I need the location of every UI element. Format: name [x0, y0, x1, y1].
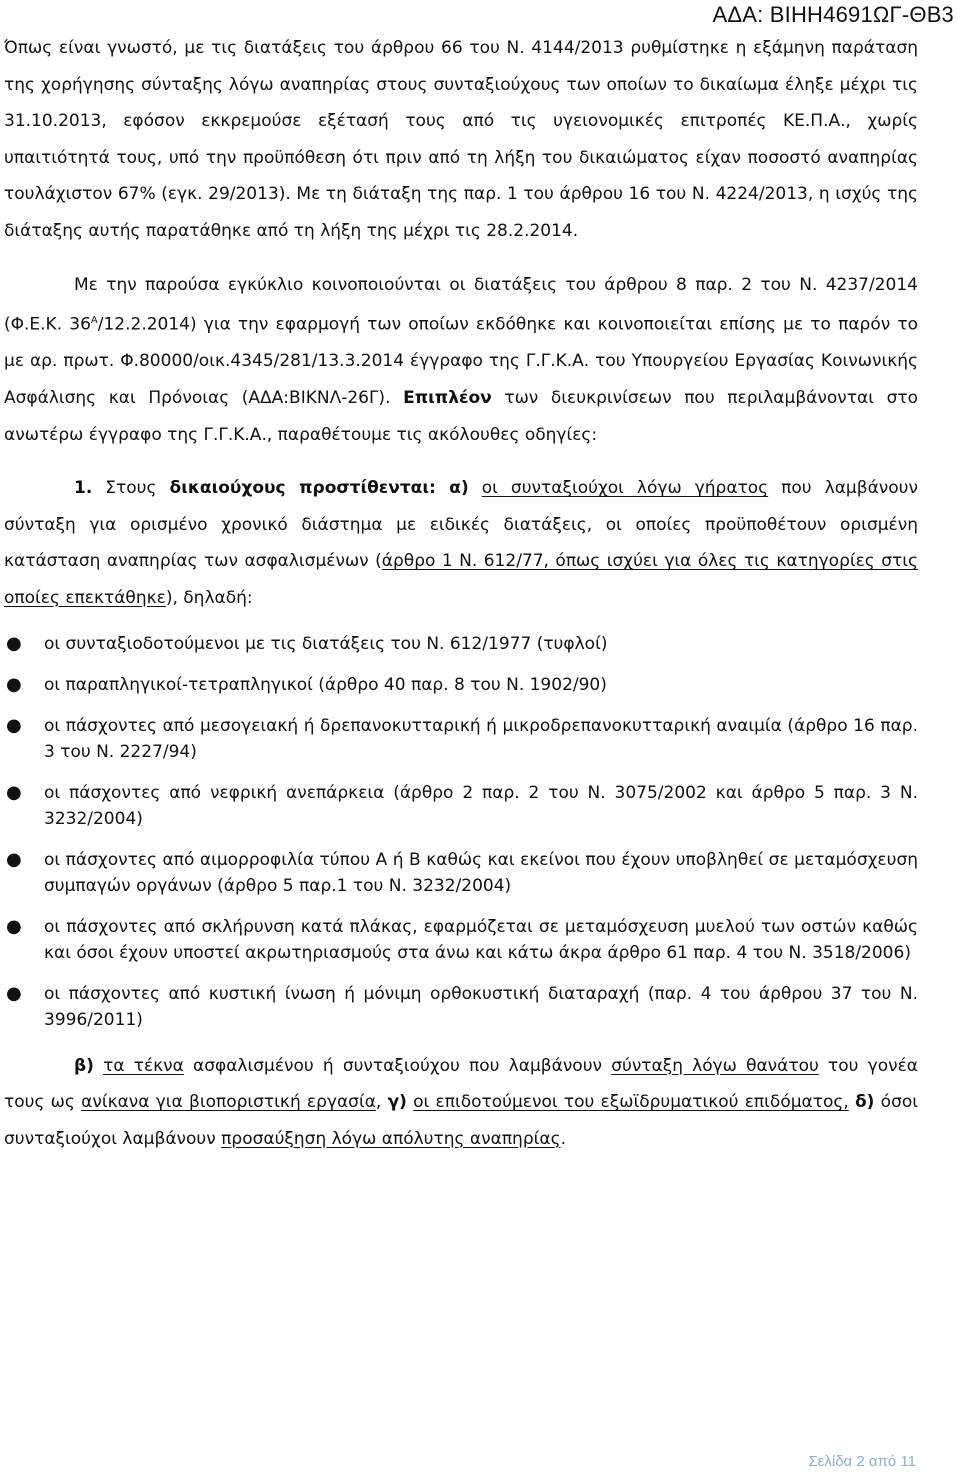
list-item: [4, 631, 918, 657]
list-item-text: οι πάσχοντες από μεσογειακή ή δρεπανοκυτταρική ή μικροδρεπανοκυτταρική αναιμία (άρθρο 16 παρ. 3 του Ν. 2227/94): [44, 715, 918, 762]
page-number: Σελίδα 2 από 11: [808, 1453, 916, 1470]
bullet-list: [4, 631, 918, 1033]
p2-text-3: των διευκρινίσεων που περιλαμβάνονται στο ανωτέρω έγγραφο της Γ.Γ.Κ.Α., παραθέτουμε τις ακόλουθες οδηγίες:: [4, 388, 918, 445]
s1-bold: δικαιούχους προστίθενται: α): [169, 478, 469, 499]
sb-label-d: δ): [855, 1092, 875, 1113]
paragraph-2: [4, 267, 918, 454]
list-item: [4, 847, 918, 899]
list-item-text: οι πάσχοντες από σκλήρυνση κατά πλάκας, εφαρμόζεται σε μεταμόσχευση μυελού των οστών καθώς και όσοι έχουν υποστεί ακρωτηριασμούς στα άνω και κάτω άκρα άρθρο 61 παρ. 4 του Ν. 3518/2006): [44, 916, 918, 963]
list-item-text: οι πάσχοντες από κυστική ίνωση ή μόνιμη ορθοκυστική διαταραχή (παρ. 4 του άρθρου 37 του Ν. 3996/2011): [44, 983, 918, 1030]
p2-text-2: /12.2.2014) για την εφαρμογή των οποίων εκδόθηκε και κοινοποιείται επίσης με το παρόν το με αρ. πρωτ. Φ.80000/οικ.4345/281/13.3.2014 έγγραφο της Γ.Γ.Κ.Α. του Υπουργείου Εργασίας Κοινωνικής Ασφάλισης και Πρόνοιας (ΑΔΑ:ΒΙΚΝΛ-26Γ).: [4, 314, 918, 408]
bullet-icon: ●: [6, 982, 22, 1004]
p2-sup: Α: [90, 315, 98, 327]
sb-text: [94, 1056, 103, 1076]
p2-bold: Επιπλέον: [403, 388, 492, 408]
list-item: [4, 914, 918, 966]
list-item: [4, 981, 918, 1033]
spacer: [4, 250, 918, 267]
section-1: [4, 470, 918, 616]
spacer: [4, 617, 918, 631]
bullet-icon: ●: [6, 673, 22, 695]
paragraph-1: Όπως είναι γνωστό, με τις διατάξεις του άρθρου 66 του Ν. 4144/2013 ρυθμίστηκε η εξάμηνη παράταση της χορήγησης σύνταξης λόγω αναπηρίας στους συνταξιούχους των οποίων το δικαίωμα έληξε μέχρι τις 31.10.2013, εφόσον εκκρεμούσε εξέτασή τους από τις υγειονομικές επιτροπές ΚΕ.Π.Α., χωρίς υπαιτιότητά τους, υπό την προϋπόθεση ότι πριν από τη λήξη του δικαιώματος είχαν ποσοστό αναπηρίας τουλάχιστον 67% (εγκ. 29/2013). Με τη διάταξη της παρ. 1 του άρθρου 16 του Ν. 4224/2013, η ισχύς της διάταξης αυτής παρατάθηκε από τη λήξη της μέχρι τις 28.2.2014.: [4, 38, 918, 241]
bullet-icon: ●: [6, 781, 22, 803]
section-b: [4, 1048, 918, 1158]
ada-code: ΑΔΑ: ΒΙΗΗ4691ΩΓ-ΘΒ3: [712, 2, 954, 27]
list-item: [4, 672, 918, 698]
spacer: [4, 453, 918, 470]
sb-text: ,: [375, 1092, 388, 1113]
p2-text-1: Με την παρούσα εγκύκλιο κοινοποιούνται οι διατάξεις του άρθρου 8 παρ. 2 του Ν. 4237/2014 (Φ.Ε.Κ. 36: [4, 274, 918, 335]
sb-text: του γονέα τους ως: [4, 1055, 918, 1113]
s1-text-2: [469, 478, 482, 498]
sb-underline: προσαύξηση λόγω απόλυτης αναπηρίας: [221, 1128, 561, 1149]
s1-underline-2: άρθρο 1 Ν. 612/77, όπως ισχύει για όλες τις κατηγορίες στις οποίες επεκτάθηκε: [4, 551, 918, 608]
bullet-icon: ●: [6, 632, 22, 654]
s1-text-3: που λαμβάνουν σύνταξη για ορισμένο χρονικό διάστημα με ειδικές διατάξεις, οι οποίες προϋποθέτουν ορισμένη κατάσταση αναπηρίας των ασφαλισμένων (: [4, 478, 919, 572]
document-body: [4, 30, 918, 1157]
sb-underline: τα τέκνα: [103, 1055, 184, 1076]
list-item: [4, 713, 918, 765]
sb-text: ασφαλισμένου ή συνταξιούχου που λαμβάνουν: [183, 1055, 612, 1076]
s1-text-1: Στους: [92, 478, 170, 499]
list-item-text: οι συνταξιοδοτούμενοι με τις διατάξεις του Ν. 612/1977 (τυφλοί): [44, 633, 608, 654]
list-item-text: οι πάσχοντες από αιμορροφιλία τύπου Α ή Β καθώς και εκείνοι που έχουν υποβληθεί σε μεταμόσχευση συμπαγών οργάνων (άρθρο 5 παρ.1 του Ν. 3232/2004): [44, 849, 918, 896]
bullet-icon: ●: [6, 915, 22, 937]
sb-underline: οι επιδοτούμενοι του εξωϊδρυματικού επιδόματος,: [413, 1092, 849, 1113]
sb-label-c: γ): [387, 1092, 407, 1113]
list-item: [4, 780, 918, 832]
s1-text-4: ), δηλαδή:: [165, 587, 253, 608]
bullet-icon: ●: [6, 714, 22, 736]
section-1-number: 1.: [74, 478, 93, 499]
sb-underline: σύνταξη λόγω θανάτου: [611, 1055, 819, 1076]
bullet-icon: ●: [6, 848, 22, 870]
sb-text: όσοι συνταξιούχοι λαμβάνουν: [4, 1092, 919, 1149]
s1-underline-1: οι συνταξιούχοι λόγω γήρατος: [481, 478, 769, 499]
sb-text: .: [560, 1128, 566, 1149]
sb-label-b: β): [74, 1055, 94, 1076]
sb-underline: ανίκανα για βιοποριστική εργασία: [81, 1092, 376, 1113]
list-item-text: οι παραπληγικοί-τετραπληγικοί (άρθρο 40 παρ. 8 του Ν. 1902/90): [44, 674, 607, 695]
list-item-text: οι πάσχοντες από νεφρική ανεπάρκεια (άρθρο 2 παρ. 2 του Ν. 3075/2002 και άρθρο 5 παρ. 3 Ν. 3232/2004): [44, 782, 918, 829]
